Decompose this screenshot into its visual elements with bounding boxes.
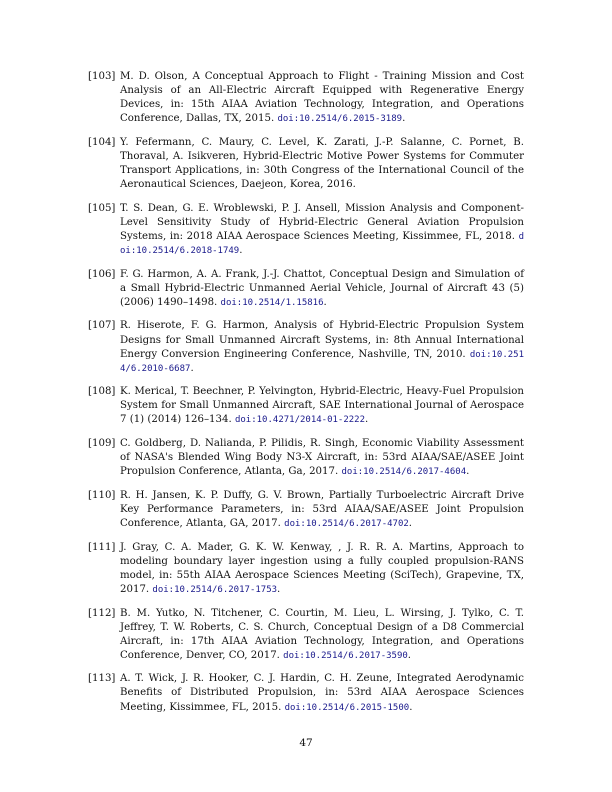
- reference-number: [110]: [88, 489, 116, 501]
- reference-item: [88, 607, 524, 663]
- doi-link[interactable]: doi:10.2514/6.2015-3189: [277, 114, 403, 125]
- doi-link[interactable]: doi:10.4271/2014-01-2222: [234, 415, 366, 426]
- page-number: 47: [299, 737, 313, 749]
- doi-link[interactable]: doi:10.2514/6.2018-1749: [120, 231, 524, 257]
- reference-item: [88, 70, 524, 126]
- reference-text: A. T. Wick, J. R. Hooker, C. J. Hardin, C. H. Zeune, Integrated Aerodynamic Benefits of Distributed Propulsion, in: 53rd AIAA Aerospace Sciences Meeting, Kissimmee, FL, 2015.: [120, 673, 524, 713]
- reference-number: [107]: [88, 320, 116, 332]
- reference-item: [88, 385, 524, 427]
- reference-text: R. H. Jansen, K. P. Duffy, G. V. Brown, Partially Turboelectric Aircraft Drive Key Performance Parameters, in: 53rd AIAA/SAE/ASEE Joint Propulsion Conference, Atlanta, GA, 2017.: [120, 489, 524, 530]
- reference-item: [88, 268, 524, 310]
- reference-item: [88, 489, 524, 531]
- reference-item: [88, 136, 524, 192]
- reference-end: .: [365, 414, 369, 426]
- reference-number: [112]: [88, 607, 116, 619]
- reference-number: [108]: [88, 386, 116, 398]
- doi-link[interactable]: doi:10.2514/6.2015-1500: [284, 702, 410, 713]
- reference-text: C. Goldberg, D. Nalianda, P. Pilidis, R. Singh, Economic Viability Assessment of NASA's Blended Wing Body N3-X Aircraft, in: 53rd AIAA/SAE/ASEE Joint Propulsion Conference, Atlanta, Ga, 2017.: [120, 438, 524, 478]
- reference-text: R. Hiserote, F. G. Harmon, Analysis of Hybrid-Electric Propulsion System Designs for Small Unmanned Aircraft Systems, in: 8th Annual International Energy Conversion Engineering Conference, Nashville, TN, 2010.: [120, 320, 524, 360]
- doi-link[interactable]: doi:10.2514/6.2017-4604: [341, 467, 467, 478]
- reference-text: Y. Fefermann, C. Maury, C. Level, K. Zarati, J.-P. Salanne, C. Pornet, B. Thoraval, A. Isikveren, Hybrid-Electric Motive Power Systems for Commuter Transport Applications, in: 30th Congress of the International Council of the Aeronautical Sciences, Daejeon, Korea, 2016.: [120, 136, 524, 191]
- reference-item: [88, 437, 524, 479]
- reference-item: [88, 319, 524, 375]
- doi-link[interactable]: doi:10.2514/6.2010-6687: [120, 349, 524, 374]
- doi-link[interactable]: doi:10.2514/1.15816: [220, 297, 324, 308]
- reference-text: T. S. Dean, G. E. Wroblewski, P. J. Ansell, Mission Analysis and Component-Level Sensitivity Study of Hybrid-Electric General Aviation Propulsion Systems, in: 2018 AIAA Aerospace Sciences Meeting, Kissimmee, FL, 2018.: [120, 202, 524, 242]
- reference-list: [88, 70, 524, 724]
- reference-end: .: [466, 466, 470, 478]
- reference-item: [88, 202, 524, 258]
- reference-text: M. D. Olson, A Conceptual Approach to Flight - Training Mission and Cost Analysis of an All-Electric Aircraft Equipped with Regenerative Energy Devices, in: 15th AIAA Aviation Technology, Integration, and Operations Conference, Dallas, TX, 2015.: [120, 71, 524, 125]
- reference-text: K. Merical, T. Beechner, P. Yelvington, Hybrid-Electric, Heavy-Fuel Propulsion System for Small Unmanned Aircraft, SAE International Journal of Aerospace 7 (1) (2014) 126–134.: [120, 386, 524, 426]
- reference-text: B. M. Yutko, N. Titchener, C. Courtin, M. Lieu, L. Wirsing, J. Tylko, C. T. Jeffrey, T. W. Roberts, C. S. Church, Conceptual Design of a D8 Commercial Aircraft, in: 17th AIAA Aviation Technology, Integration, and Operations Conference, Denver, CO, 2017.: [120, 607, 524, 661]
- reference-number: [109]: [88, 438, 116, 450]
- reference-number: [105]: [88, 202, 116, 214]
- reference-end: .: [190, 362, 194, 374]
- reference-text: J. Gray, C. A. Mader, G. K. W. Kenway, , J. R. R. A. Martins, Approach to modeling boundary layer ingestion using a fully coupled propulsion-RANS model, in: 55th AIAA Aerospace Sciences Meeting (SciTech), Grapevine, TX, 2017.: [120, 541, 524, 595]
- reference-end: .: [323, 296, 327, 308]
- doi-link[interactable]: doi:10.2514/6.2017-4702: [284, 519, 409, 530]
- reference-item: [88, 672, 524, 714]
- reference-number: [103]: [88, 71, 116, 82]
- reference-number: [104]: [88, 136, 116, 148]
- reference-end: .: [402, 113, 406, 125]
- reference-end: .: [408, 518, 413, 530]
- reference-end: .: [277, 583, 281, 595]
- reference-number: [111]: [88, 541, 116, 553]
- doi-link[interactable]: doi:10.2514/6.2017-1753: [152, 584, 278, 595]
- reference-number: [113]: [88, 673, 116, 685]
- reference-item: [88, 541, 524, 597]
- reference-end: .: [239, 245, 243, 257]
- reference-number: [106]: [88, 268, 116, 280]
- reference-end: .: [407, 649, 412, 661]
- reference-end: .: [409, 701, 413, 713]
- reference-text: F. G. Harmon, A. A. Frank, J.-J. Chattot, Conceptual Design and Simulation of a Small Hybrid-Electric Unmanned Aerial Vehicle, Journal of Aircraft 43 (5) (2006) 1490–1498.: [120, 268, 524, 308]
- doi-link[interactable]: doi:10.2514/6.2017-3590: [283, 650, 408, 661]
